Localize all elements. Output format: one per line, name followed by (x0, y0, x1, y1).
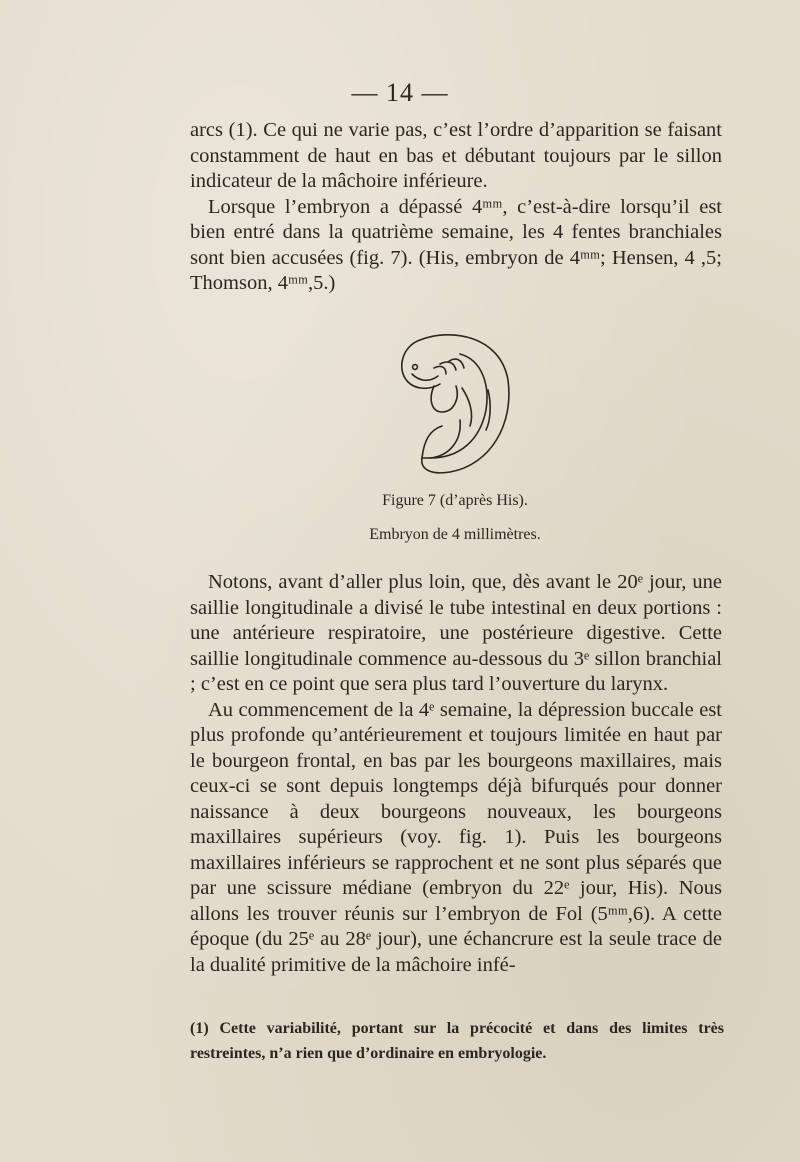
paragraph: Notons, avant d’aller plus loin, que, dès avant le 20ᵉ jour, une saillie longitudinale a divisé le tube intestinal en deux portions : une antérieure respiratoire, une postérieure digestive. Cette saillie longitudinale commence au-dessous du 3ᵉ sillon branchial ; c’est en ce point que sera plus tard l’ouverture du larynx. (190, 571, 722, 695)
paragraph: Au commencement de la 4ᵉ semaine, la dépression buccale est plus profonde qu’antérieurement et toujours limitée en haut par le bourgeon frontal, en bas par les bourgeons maxillaires, mais ceux-ci se sont depuis longtemps déjà bifurqués pour donner naissance à deux bourgeons nouveaux, les bourgeons maxillaires supérieurs (voy. fig. 1). Puis les bourgeons maxillaires inférieurs se rapprochent et ne sont plus séparés que par une scissure médiane (embryon du 22ᵉ jour, His). Nous allons les trouver réunis sur l’embryon de Fol (5ᵐᵐ,6). A cette époque (du 25ᵉ au 28ᵉ jour), une échancrure est la seule trace de la dualité primitive de la mâchoire infé- (190, 698, 722, 976)
text-section-top (190, 118, 722, 297)
footnote: (1) Cette variabilité, portant sur la précocité et dans des limites très restreintes, n’a rien que d’ordinaire en embryologie. (190, 1020, 724, 1062)
paragraph: Lorsque l’embryon a dépassé 4ᵐᵐ, c’est-à-dire lorsqu’il est bien entré dans la quatrième semaine, les 4 fentes branchiales sont bien accusées (fig. 7). (His, embryon de 4ᵐᵐ; Hensen, 4 ,5; Thomson, 4ᵐᵐ,5.) (190, 195, 722, 294)
figure-caption-text: Embryon de 4 millimètres. (369, 526, 541, 543)
embryo-figure (390, 330, 520, 480)
paragraph: arcs (1). Ce qui ne varie pas, c’est l’ordre d’apparition se faisant constamment de haut en bas et débutant toujours par le sillon indicateur de la mâchoire inférieure. (190, 119, 722, 192)
page-number: — 14 — (351, 78, 449, 107)
figure-caption-title: Figure 7 (d’après His). (382, 492, 528, 509)
text-section-bottom (190, 570, 722, 978)
embryo-drawing-icon (390, 330, 520, 480)
